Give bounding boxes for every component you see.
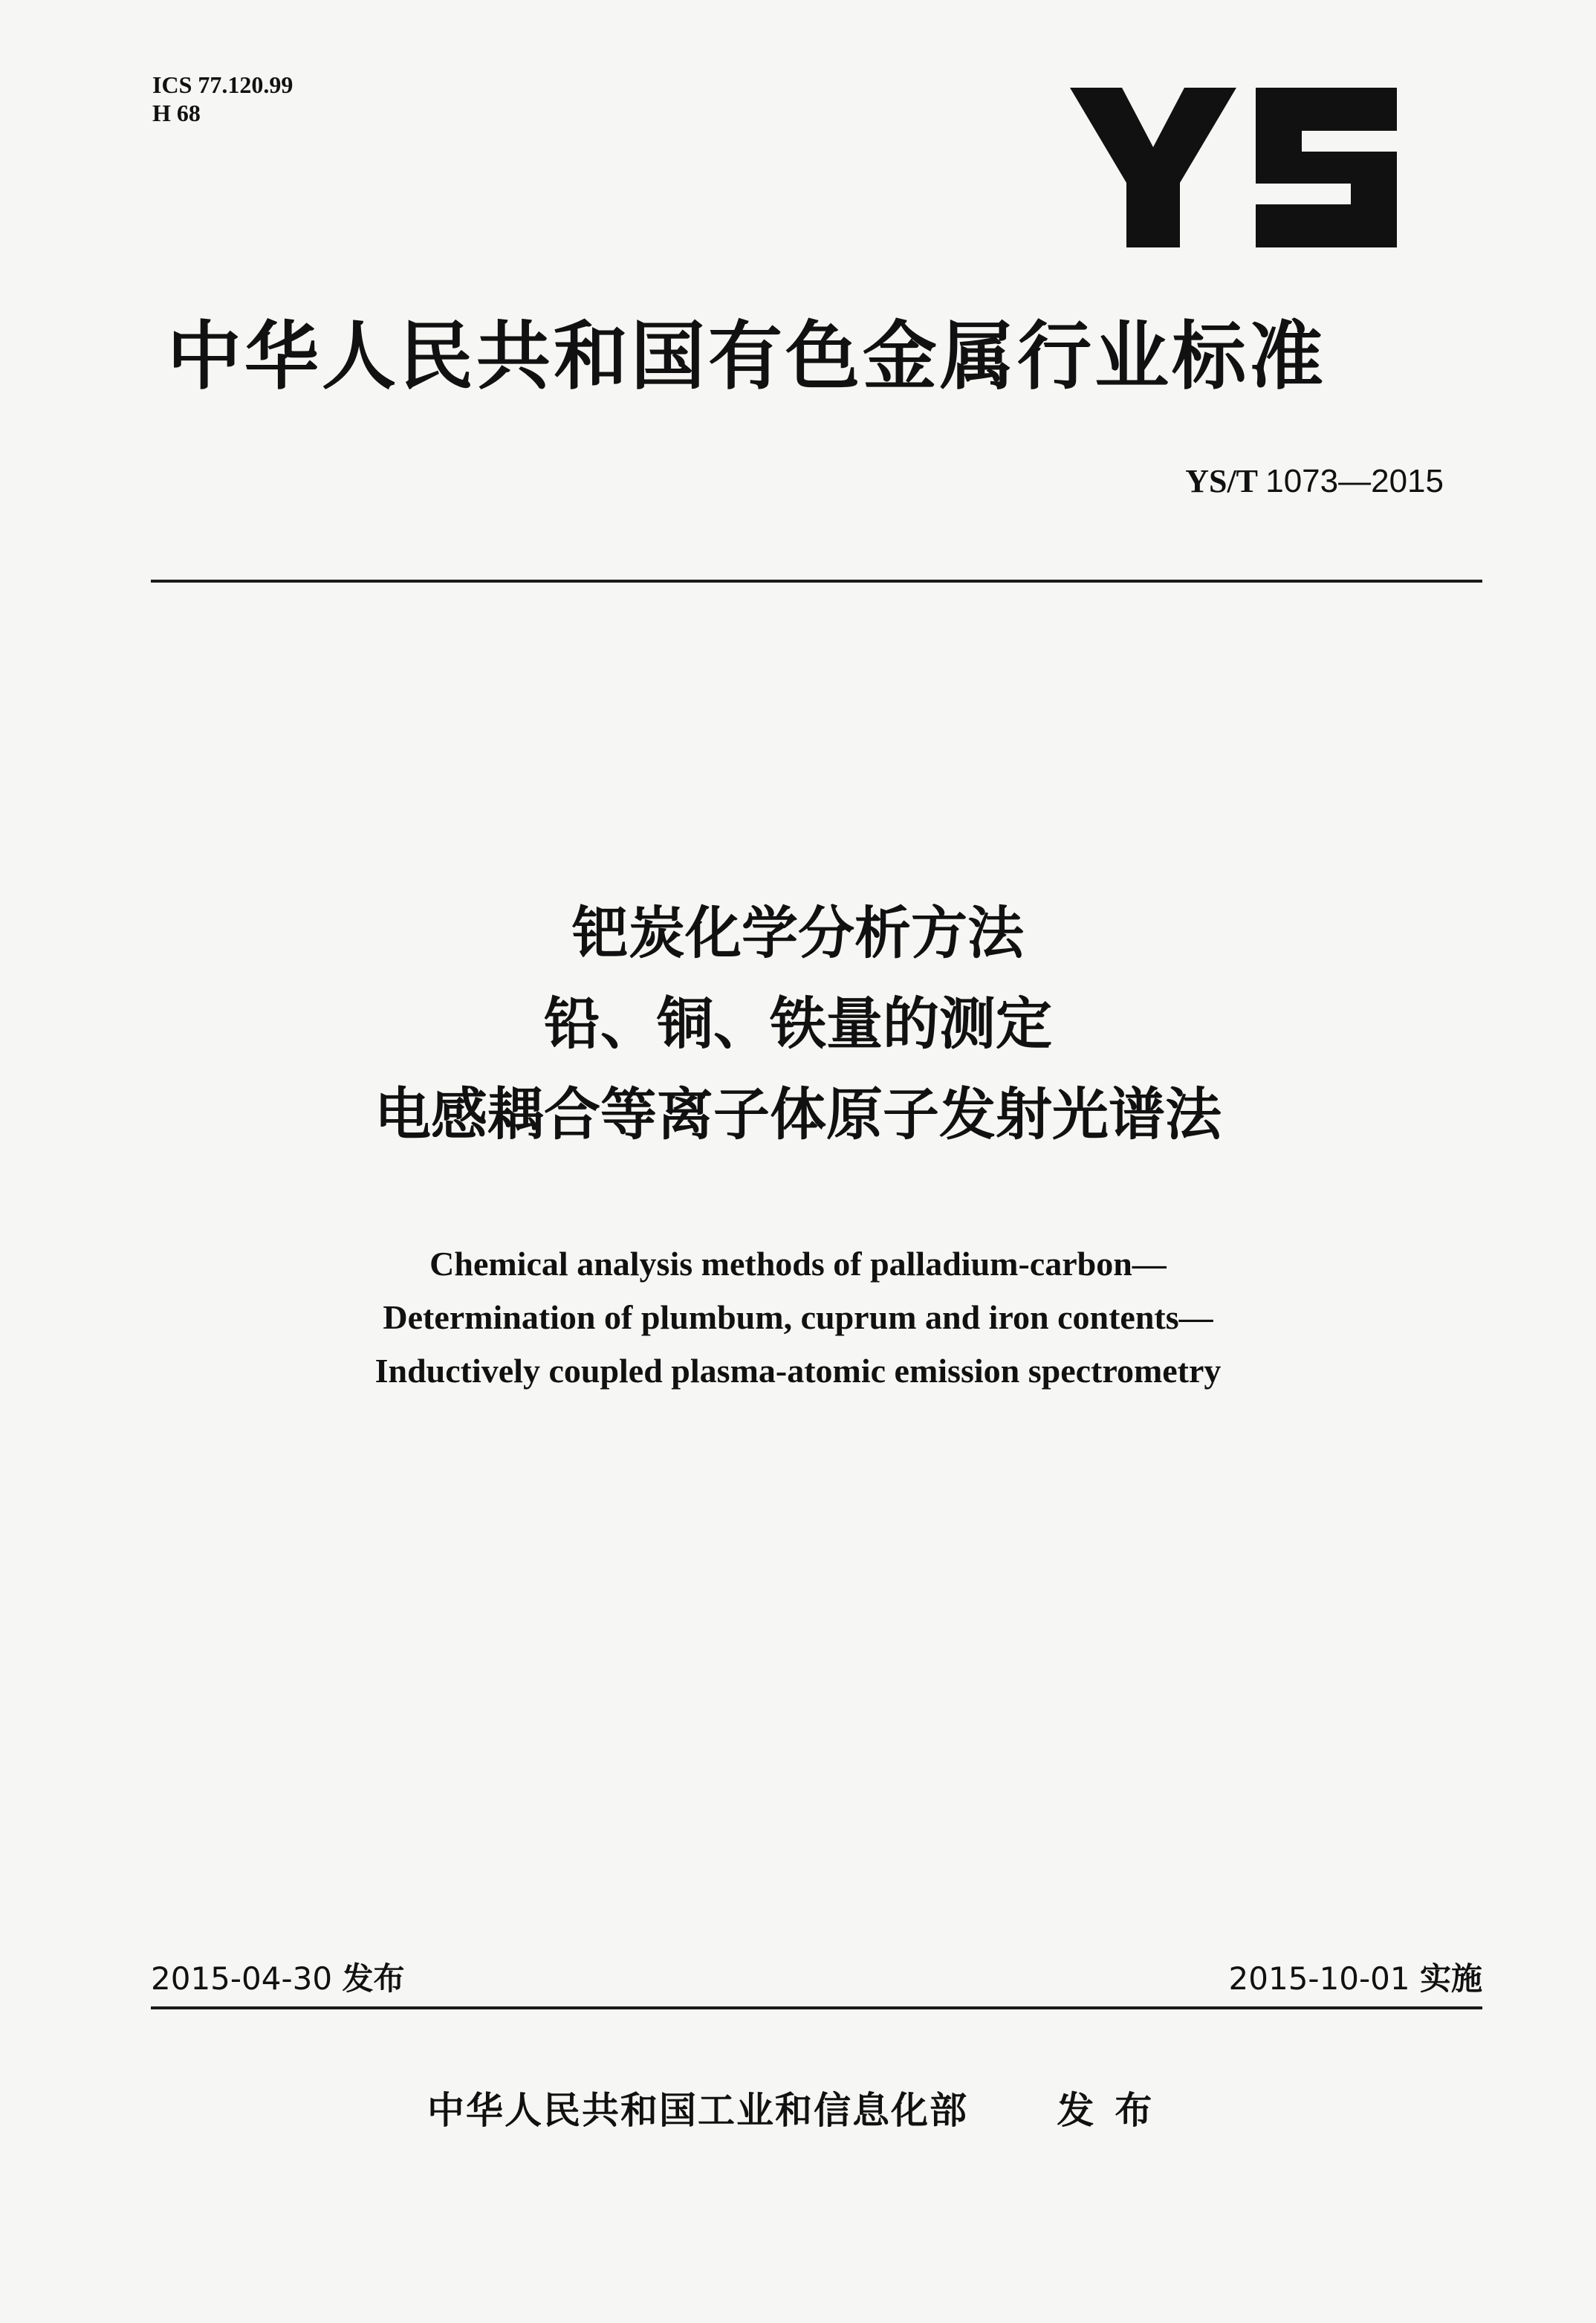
english-title-line: Determination of plumbum, cuprum and iron contents—: [383, 1298, 1213, 1336]
bottom-divider: [151, 2006, 1482, 2009]
publisher-action: 发布: [1057, 2089, 1173, 2132]
implementation-label: 实施: [1419, 1960, 1482, 1997]
chinese-title-line: 铅、铜、铁量的测定: [544, 991, 1052, 1057]
chinese-title: [0, 888, 1596, 1160]
issue-date: [151, 1954, 404, 1999]
logo-letter-y: [1070, 88, 1236, 247]
standard-number: [1185, 462, 1444, 500]
standard-code: 1073—2015: [1265, 463, 1444, 499]
standard-prefix: YS/T: [1185, 463, 1258, 499]
issue-date-value: 2015-04-30: [151, 1960, 333, 1997]
ccs-code: H 68: [152, 100, 201, 126]
english-title: [0, 1237, 1596, 1398]
publisher-name: 中华人民共和国工业和信息化部: [427, 2089, 968, 2132]
english-title-line: Inductively coupled plasma-atomic emission spectrometry: [374, 1352, 1222, 1390]
chinese-title-line: 电感耦合等离子体原子发射光谱法: [374, 1081, 1222, 1147]
ys-logo: [1070, 88, 1397, 247]
implementation-date: [1229, 1954, 1482, 1999]
chinese-title-line: 钯炭化学分析方法: [572, 900, 1024, 966]
industry-standard-title: 中华人民共和国有色金属行业标准: [167, 313, 1326, 400]
english-title-line: Chemical analysis methods of palladium-carbon—: [429, 1245, 1167, 1283]
publisher: [427, 2081, 1172, 2134]
implementation-date-value: 2015-10-01: [1228, 1960, 1410, 1997]
top-divider: [151, 580, 1482, 583]
logo-letter-s: [1256, 88, 1397, 247]
ics-code: ICS 77.120.99: [152, 71, 293, 98]
classification-codes: [152, 71, 293, 127]
issue-label: 发布: [342, 1960, 405, 1997]
